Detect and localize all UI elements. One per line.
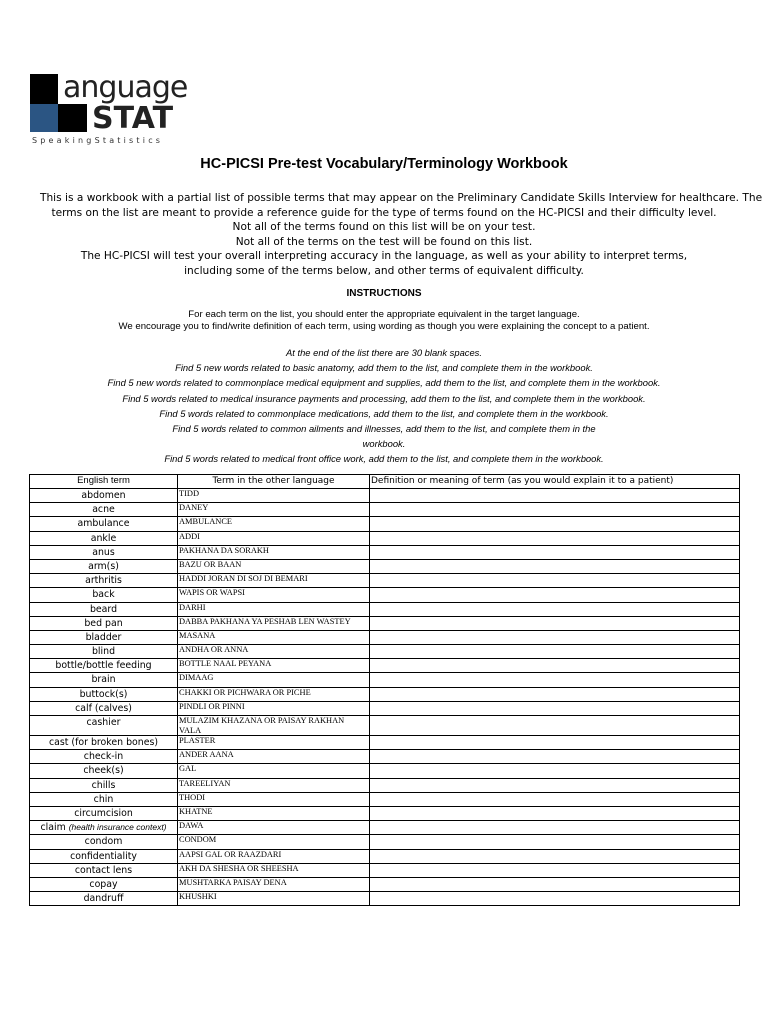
table-row [30,588,740,602]
english-term-cell [30,531,178,545]
table-row [30,531,740,545]
english-term: chin [93,793,114,805]
english-term-cell [30,659,178,673]
english-term: dandruff [83,893,124,905]
english-term-cell [30,716,178,736]
other-language-cell[interactable]: PLASTER [178,736,370,750]
intro-line: terms on the list are meant to provide a reference guide for the type of terms found on the HC-PICSI and their difficulty level. [51,206,717,219]
table-row [30,489,740,503]
english-term-cell [30,630,178,644]
english-term-cell [30,545,178,559]
definition-cell[interactable] [370,503,740,517]
table-row [30,616,740,630]
definition-cell[interactable] [370,835,740,849]
definition-cell[interactable] [370,559,740,573]
table-row [30,716,740,736]
logo-square-black-lower [58,104,87,132]
intro-line: Not all of the terms found on this list will be on your test. [232,221,536,233]
other-language-cell[interactable]: DAWA [178,821,370,835]
english-term: arm(s) [88,560,119,572]
english-term-cell [30,574,178,588]
definition-cell[interactable] [370,792,740,806]
english-term-cell [30,806,178,820]
english-term: condom [84,836,123,848]
english-term: contact lens [74,864,133,876]
definition-cell[interactable] [370,645,740,659]
english-term-cell [30,835,178,849]
task-line: Find 5 words related to commonplace medications, add them to the list, and complete them in the workbook. [159,407,609,419]
english-term: circumcision [74,807,133,819]
header-other-language: Term in the other language [178,475,370,489]
other-language-cell[interactable]: GAL [178,764,370,778]
other-language-cell[interactable]: MULAZIM KHAZANA OR PAISAY RAKHAN VALA [178,716,370,736]
intro-line: Not all of the terms on the test will be found on this list. [235,235,533,248]
table-row [30,559,740,573]
other-language-cell[interactable]: CHAKKI OR PICHWARA OR PICHE [178,687,370,701]
definition-cell[interactable] [370,673,740,687]
other-language-cell[interactable]: MUSHTARKA PAISAY DENA [178,877,370,891]
other-language-cell[interactable]: DANEY [178,503,370,517]
definition-cell[interactable] [370,588,740,602]
logo-word-anguage: anguage [63,70,188,105]
table-row [30,602,740,616]
english-term: chills [91,779,116,791]
other-language-cell[interactable]: TIDD [178,489,370,503]
other-language-cell[interactable]: KHATNE [178,806,370,820]
definition-cell[interactable] [370,602,740,616]
intro-paragraph [40,191,763,278]
other-language-cell[interactable]: ADDI [178,531,370,545]
table-row [30,645,740,659]
task-line: Find 5 words related to medical front office work, add them to the list, and complete them in the workbook. [164,453,604,465]
english-term-cell [30,892,178,906]
english-term: cheek(s) [83,765,124,777]
table-header-row [30,475,740,489]
languagestat-logo [30,70,190,150]
task-line: Find 5 words related to medical insurance payments and processing, add them to the list, and complete them in the workbook. [122,392,646,404]
english-term-cell [30,778,178,792]
intro-line: including some of the terms below, and other terms of equivalent difficulty. [184,264,584,277]
definition-cell[interactable] [370,630,740,644]
english-term: anus [92,546,115,558]
english-term: calf (calves) [75,702,132,714]
table-row [30,574,740,588]
table-body [30,489,740,906]
english-term: copay [89,878,118,890]
table-row [30,863,740,877]
english-term: cashier [86,717,121,728]
table-row [30,659,740,673]
other-language-cell[interactable]: PINDLI OR PINNI [178,701,370,715]
header-definition: Definition or meaning of term (as you would explain it to a patient) [370,475,740,489]
other-language-cell[interactable]: DIMAAG [178,673,370,687]
table-row [30,821,740,835]
english-term-cell [30,750,178,764]
english-term-cell [30,863,178,877]
other-language-cell[interactable]: ANDHA OR ANNA [178,645,370,659]
logo-word-stat: STAT [92,101,174,136]
intro-line: This is a workbook with a partial list of possible terms that may appear on the Preliminary Candidate Skills Interview for healthcare. The [40,192,763,204]
english-term: abdomen [81,490,126,501]
definition-cell[interactable] [370,489,740,503]
task-line: Find 5 new words related to commonplace medical equipment and supplies, add them to the list, and complete them in the workbook. [107,377,661,389]
instructions-heading: INSTRUCTIONS [346,288,422,299]
english-term: acne [92,504,115,516]
definition-cell[interactable] [370,716,740,736]
english-term: bed pan [84,617,123,629]
instructions-line: We encourage you to find/write definition of each term, using wording as though you were explaining the concept to a patient. [118,321,650,332]
table-row [30,892,740,906]
other-language-cell[interactable]: HADDI JORAN DI SOJ DI BEMARI [178,574,370,588]
header-english-term: English term [30,475,178,489]
definition-cell[interactable] [370,531,740,545]
other-language-cell[interactable]: AMBULANCE [178,517,370,531]
other-language-cell[interactable]: MASANA [178,630,370,644]
english-term-cell [30,616,178,630]
english-term: confidentiality [70,850,137,862]
other-language-cell[interactable]: WAPIS OR WAPSI [178,588,370,602]
table-row [30,701,740,715]
english-term: bottle/bottle feeding [55,660,152,672]
english-term-cell [30,673,178,687]
other-language-cell[interactable]: TAREELIYAN [178,778,370,792]
table-row [30,517,740,531]
english-term: bladder [85,631,122,643]
table-row [30,503,740,517]
english-term-cell [30,645,178,659]
task-line: Find 5 words related to common ailments and illnesses, add them to the list, and complete them in the [172,423,596,435]
other-language-cell[interactable]: KHUSHKI [178,892,370,906]
definition-cell[interactable] [370,616,740,630]
english-term-cell [30,687,178,701]
instructions-text [0,309,768,333]
definition-cell[interactable] [370,806,740,820]
other-language-cell[interactable]: ANDER AANA [178,750,370,764]
definition-cell[interactable] [370,863,740,877]
table-row [30,806,740,820]
english-term-cell [30,489,178,503]
definition-cell[interactable] [370,764,740,778]
table-row [30,687,740,701]
table-row [30,877,740,891]
english-term: claim [40,822,66,834]
instructions-line: For each term on the list, you should enter the appropriate equivalent in the target language. [188,309,580,320]
english-term: back [92,589,115,601]
definition-cell[interactable] [370,701,740,715]
table-row [30,792,740,806]
vocabulary-table [29,474,740,906]
other-language-cell[interactable]: PAKHANA DA SORAKH [178,545,370,559]
page-title: HC-PICSI Pre-test Vocabulary/Terminology Workbook [200,156,568,172]
definition-cell[interactable] [370,750,740,764]
other-language-cell[interactable]: AKH DA SHESHA OR SHEESHA [178,863,370,877]
english-term-cell [30,821,178,835]
logo-tagline: SpeakingStatistics [32,136,164,145]
english-term-cell [30,602,178,616]
definition-cell[interactable] [370,659,740,673]
other-language-cell[interactable]: THODI [178,792,370,806]
english-term-cell [30,517,178,531]
table-row [30,764,740,778]
table-row [30,750,740,764]
definition-cell[interactable] [370,821,740,835]
definition-cell[interactable] [370,517,740,531]
table-row [30,673,740,687]
table-row [30,545,740,559]
definition-cell[interactable] [370,736,740,750]
english-term-note: (health insurance context) [68,822,167,833]
english-term-cell [30,849,178,863]
english-term: buttock(s) [79,688,128,700]
task-line: workbook. [362,438,406,450]
english-term: beard [89,603,118,615]
other-language-cell[interactable]: AAPSI GAL OR RAAZDARI [178,849,370,863]
english-term-cell [30,559,178,573]
english-term: blind [91,646,116,658]
definition-cell[interactable] [370,545,740,559]
table-row [30,849,740,863]
table-row [30,630,740,644]
definition-cell[interactable] [370,778,740,792]
table-row [30,778,740,792]
logo-square-black [30,74,58,104]
other-language-cell[interactable]: BOTTLE NAAL PEYANA [178,659,370,673]
english-term-cell [30,877,178,891]
definition-cell[interactable] [370,849,740,863]
table-row [30,736,740,750]
task-line: At the end of the list there are 30 blank spaces. [286,347,482,358]
definition-cell[interactable] [370,877,740,891]
other-language-cell[interactable]: DARHI [178,602,370,616]
other-language-cell[interactable]: DABBA PAKHANA YA PESHAB LEN WASTEY [178,616,370,630]
task-list [40,345,728,467]
intro-line: The HC-PICSI will test your overall interpreting accuracy in the language, as well as your ability to interpret terms, [80,250,688,262]
english-term: arthritis [85,575,122,587]
definition-cell[interactable] [370,687,740,701]
definition-cell[interactable] [370,892,740,906]
english-term: brain [91,674,116,686]
english-term-cell [30,764,178,778]
english-term: ankle [90,532,117,544]
english-term-cell [30,736,178,750]
definition-cell[interactable] [370,574,740,588]
english-term-cell [30,503,178,517]
english-term: check-in [83,751,124,763]
english-term-cell [30,588,178,602]
english-term: cast (for broken bones) [48,737,159,748]
other-language-cell[interactable]: BAZU OR BAAN [178,559,370,573]
table-row [30,835,740,849]
english-term-cell [30,792,178,806]
other-language-cell[interactable]: CONDOM [178,835,370,849]
english-term: ambulance [77,518,130,530]
task-line: Find 5 new words related to basic anatomy, add them to the list, and complete them in the workbook. [175,362,593,374]
english-term-cell [30,701,178,715]
logo-square-blue [30,104,58,132]
